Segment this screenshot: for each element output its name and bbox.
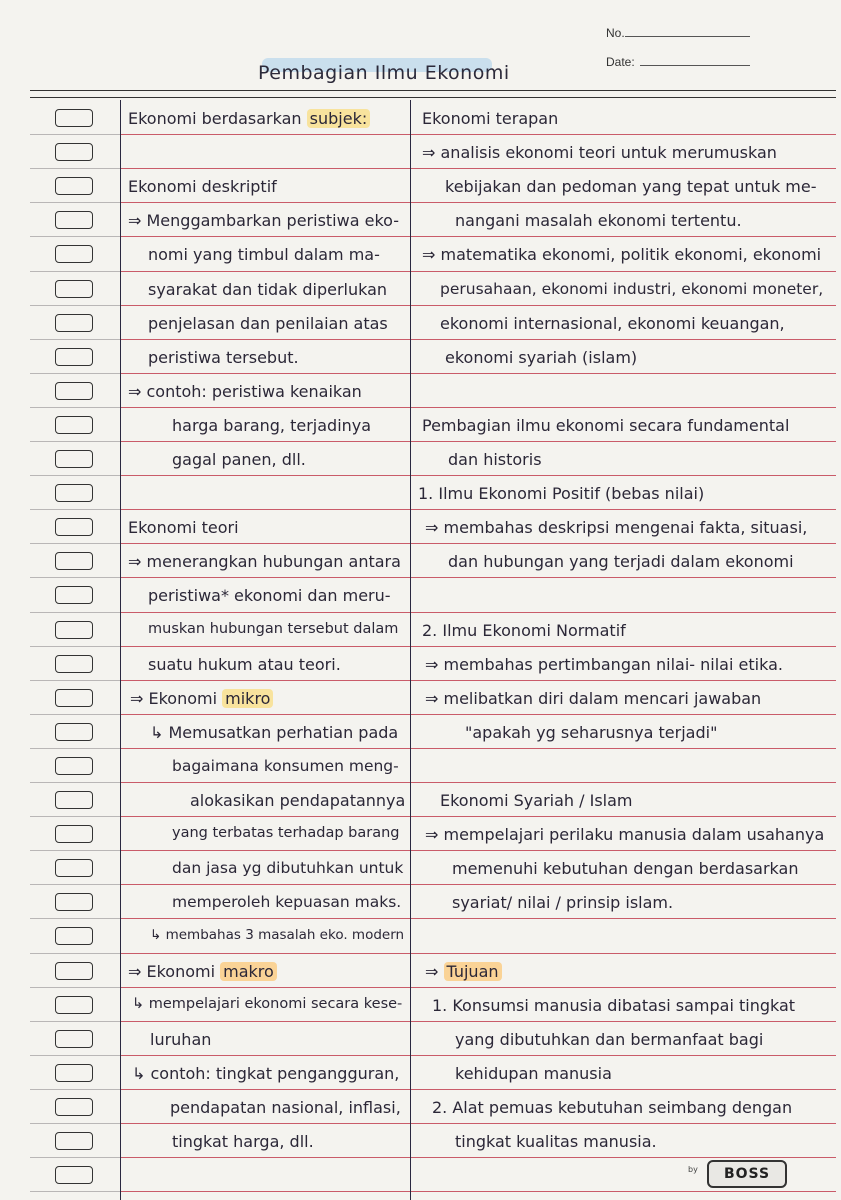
ruled-line <box>120 816 836 817</box>
margin-checkbox <box>55 1166 93 1184</box>
right-note-line <box>445 177 817 196</box>
margin-checkbox <box>55 1098 93 1116</box>
margin-rule <box>30 782 120 783</box>
right-note-line <box>425 825 824 844</box>
margin-rule <box>30 1021 120 1022</box>
margin-checkbox <box>55 723 93 741</box>
right-note-text: tingkat kualitas manusia. <box>455 1132 657 1151</box>
left-note-line <box>148 280 387 299</box>
brand-logo <box>707 1160 787 1188</box>
left-note-text: ↳ membahas 3 masalah eko. modern <box>150 927 405 944</box>
left-note-line <box>150 723 398 742</box>
ruled-line <box>120 918 836 919</box>
ruled-line <box>120 953 836 954</box>
margin-rule <box>30 475 120 476</box>
right-note-line <box>452 893 673 912</box>
ruled-line <box>120 748 836 749</box>
right-note-text: kebijakan dan pedoman yang tepat untuk me- <box>445 177 817 197</box>
left-note-line <box>128 382 362 401</box>
left-note-text: ⇒ menerangkan hubungan antara <box>128 552 401 572</box>
margin-checkbox <box>55 245 93 263</box>
margin-rule <box>30 1123 120 1124</box>
ruled-line <box>120 168 836 169</box>
margin-rule <box>30 748 120 749</box>
right-note-text: yang dibutuhkan dan bermanfaat bagi <box>455 1029 764 1049</box>
right-note-text: nangani masalah ekonomi tertentu. <box>455 211 742 231</box>
right-note-text: syariat/ nilai / prinsip islam. <box>452 893 674 913</box>
margin-checkbox <box>55 518 93 536</box>
right-note-text: 2. Ilmu Ekonomi Normatif <box>422 620 626 640</box>
right-note-text: 2. Alat pemuas kebutuhan seimbang dengan <box>432 1097 793 1117</box>
margin-rule <box>30 1089 120 1090</box>
right-note-text: 1. Konsumsi manusia dibatasi sampai tingkat <box>432 995 796 1015</box>
margin-checkbox <box>55 109 93 127</box>
right-note-line <box>455 1132 657 1151</box>
right-note-text: 1. Ilmu Ekonomi Positif (bebas nilai) <box>418 484 705 504</box>
right-note-line <box>465 723 717 742</box>
margin-rule <box>30 987 120 988</box>
right-note-line <box>448 552 794 571</box>
ruled-line <box>120 407 836 408</box>
left-note-line <box>128 962 277 981</box>
logo-prefix: by <box>688 1165 698 1174</box>
right-note-text: Ekonomi Syariah / Islam <box>440 791 633 810</box>
left-note-text: syarakat dan tidak diperlukan <box>148 279 388 299</box>
left-note-line <box>148 245 380 264</box>
right-note-text: Pembagian ilmu ekonomi secara fundamental <box>422 415 790 435</box>
right-note-line <box>452 859 798 878</box>
margin-checkbox <box>55 382 93 400</box>
left-note-line <box>148 655 341 674</box>
ruled-line <box>120 305 836 306</box>
right-note-text: ⇒ <box>425 961 444 981</box>
left-note-text: ⇒ Menggambarkan peristiwa eko- <box>128 211 399 231</box>
left-note-text: ↳ mempelajari ekonomi secara kese- <box>132 995 403 1012</box>
right-note-line <box>425 962 502 981</box>
margin-checkbox <box>55 177 93 195</box>
margin-checkbox <box>55 143 93 161</box>
left-note-highlighted-term: makro <box>220 962 277 981</box>
margin-rule <box>30 714 120 715</box>
margin-rule <box>30 1055 120 1056</box>
left-note-highlighted-term: subjek: <box>307 109 371 128</box>
right-note-text: perusahaan, ekonomi industri, ekonomi moneter, <box>440 279 824 298</box>
ruled-line <box>120 714 836 715</box>
margin-checkbox <box>55 927 93 945</box>
left-note-line <box>132 1064 399 1083</box>
left-note-text: harga barang, terjadinya <box>172 415 372 435</box>
margin-rule <box>30 168 120 169</box>
left-note-line <box>148 314 388 333</box>
ruled-line <box>120 680 836 681</box>
ruled-line <box>120 543 836 544</box>
right-note-text: kehidupan manusia <box>455 1063 612 1083</box>
ruled-line <box>120 1123 836 1124</box>
left-note-text: penjelasan dan penilaian atas <box>148 313 388 333</box>
left-note-line <box>172 893 401 911</box>
ruled-line <box>120 1089 836 1090</box>
left-note-text: Ekonomi berdasarkan <box>128 109 307 128</box>
left-note-line <box>128 211 399 230</box>
left-note-text: dan jasa yg dibutuhkan untuk <box>172 859 404 878</box>
left-note-line <box>190 791 405 810</box>
ruled-line <box>120 475 836 476</box>
ruled-line <box>120 1157 836 1158</box>
right-note-text: ⇒ membahas pertimbangan nilai- nilai etika. <box>425 654 783 674</box>
margin-rule <box>30 884 120 885</box>
margin-checkbox <box>55 825 93 843</box>
left-note-text: memperoleh kepuasan maks. <box>172 893 402 912</box>
left-note-line <box>130 689 273 708</box>
margin-rule <box>30 1191 120 1192</box>
ruled-line <box>120 441 836 442</box>
right-note-line <box>455 1030 763 1049</box>
margin-checkbox <box>55 280 93 298</box>
margin-rule <box>30 202 120 203</box>
right-note-line <box>448 450 542 469</box>
left-note-text: Ekonomi teori <box>128 518 239 538</box>
left-note-text: peristiwa* ekonomi dan meru- <box>148 586 391 606</box>
margin-checkbox <box>55 1064 93 1082</box>
right-note-text: ⇒ mempelajari perilaku manusia dalam usahanya <box>425 825 825 845</box>
margin-checkbox <box>55 484 93 502</box>
margin-checkbox <box>55 314 93 332</box>
margin-rule <box>30 407 120 408</box>
right-note-line <box>422 109 558 128</box>
margin-rule <box>30 441 120 442</box>
date-label: Date: <box>606 55 635 69</box>
margin-rule <box>30 236 120 237</box>
left-note-text: pendapatan nasional, inflasi, <box>170 1097 401 1117</box>
ruled-line <box>120 271 836 272</box>
left-note-text: tingkat harga, dll. <box>172 1132 314 1151</box>
right-note-line <box>455 211 742 230</box>
ruled-line <box>120 646 836 647</box>
right-note-line <box>440 314 785 333</box>
margin-rule <box>30 305 120 306</box>
right-note-text: dan historis <box>448 450 542 469</box>
page-title: Pembagian Ilmu Ekonomi <box>258 62 510 84</box>
margin-checkbox <box>55 962 93 980</box>
right-note-line <box>422 416 789 435</box>
left-note-text: alokasikan pendapatannya <box>190 791 406 810</box>
left-note-line <box>150 927 404 943</box>
no-label: No. <box>606 26 625 40</box>
top-rule-secondary <box>30 97 836 98</box>
right-note-text: ekonomi internasional, ekonomi keuangan, <box>440 313 785 333</box>
left-note-text: gagal panen, dll. <box>172 450 306 469</box>
left-note-line <box>172 1132 314 1151</box>
ruled-line <box>120 339 836 340</box>
right-note-line <box>445 348 637 367</box>
left-note-line <box>128 177 277 196</box>
left-note-line <box>172 450 306 469</box>
ruled-line <box>120 987 836 988</box>
left-note-line <box>128 109 370 128</box>
margin-rule <box>30 646 120 647</box>
margin-rule <box>30 680 120 681</box>
ruled-line <box>120 577 836 578</box>
left-note-line <box>150 1030 211 1049</box>
ruled-line <box>120 134 836 135</box>
margin-rule <box>30 577 120 578</box>
margin-checkbox <box>55 1132 93 1150</box>
margin-checkbox <box>55 1030 93 1048</box>
margin-checkbox <box>55 348 93 366</box>
right-note-text: memenuhi kebutuhan dengan berdasarkan <box>452 859 799 879</box>
top-rule <box>30 90 836 91</box>
left-note-text: muskan hubungan tersebut dalam <box>148 620 399 637</box>
margin-checkbox <box>55 211 93 229</box>
ruled-line <box>120 1021 836 1022</box>
margin-checkbox <box>55 791 93 809</box>
ruled-line <box>120 1191 836 1192</box>
margin-rule <box>30 953 120 954</box>
left-note-text: nomi yang timbul dalam ma- <box>148 245 380 265</box>
margin-rule <box>30 134 120 135</box>
right-note-text: ⇒ melibatkan diri dalam mencari jawaban <box>425 688 762 708</box>
margin-checkbox <box>55 757 93 775</box>
margin-rule <box>30 339 120 340</box>
left-note-text: ⇒ Ekonomi <box>128 961 221 981</box>
left-note-text: luruhan <box>150 1029 212 1049</box>
left-note-text: yang terbatas terhadap barang <box>172 825 400 842</box>
left-note-text: Ekonomi deskriptif <box>128 177 277 197</box>
margin-checkbox <box>55 655 93 673</box>
margin-rule <box>30 816 120 817</box>
logo-text: BOSS <box>723 1166 771 1182</box>
right-note-line <box>432 1098 792 1117</box>
right-note-line <box>422 143 777 162</box>
left-note-text: ⇒ Ekonomi <box>130 688 223 708</box>
left-note-line <box>128 518 239 537</box>
right-note-line <box>440 280 823 298</box>
left-note-line <box>172 859 403 877</box>
right-note-line <box>440 791 633 810</box>
left-note-line <box>128 552 401 571</box>
left-note-text: bagaimana konsumen meng- <box>172 756 399 775</box>
ruled-line <box>120 782 836 783</box>
right-note-text: Ekonomi terapan <box>422 109 559 128</box>
margin-rule <box>30 509 120 510</box>
right-note-line <box>418 484 704 503</box>
margin-checkbox <box>55 552 93 570</box>
ruled-line <box>120 1055 836 1056</box>
margin-checkbox <box>55 859 93 877</box>
ruled-line <box>120 612 836 613</box>
left-note-line <box>148 621 398 637</box>
right-note-highlighted-term: Tujuan <box>444 962 502 981</box>
right-note-text: dan hubungan yang terjadi dalam ekonomi <box>448 552 794 572</box>
right-note-text: ⇒ membahas deskripsi mengenai fakta, situasi, <box>425 518 808 538</box>
margin-checkbox <box>55 450 93 468</box>
column-divider <box>410 100 411 1200</box>
ruled-line <box>120 236 836 237</box>
right-note-text: ekonomi syariah (islam) <box>445 347 638 367</box>
left-note-text: suatu hukum atau teori. <box>148 654 341 674</box>
ruled-line <box>120 509 836 510</box>
right-note-line <box>425 518 807 537</box>
margin-line <box>120 100 121 1200</box>
ruled-line <box>120 373 836 374</box>
margin-rule <box>30 1157 120 1158</box>
left-note-text: ⇒ contoh: peristiwa kenaikan <box>128 381 362 401</box>
left-note-text: ↳ contoh: tingkat pengangguran, <box>132 1063 400 1083</box>
margin-rule <box>30 543 120 544</box>
right-note-line <box>425 655 783 674</box>
margin-checkbox <box>55 893 93 911</box>
margin-checkbox <box>55 621 93 639</box>
left-note-line <box>132 996 402 1012</box>
right-note-line <box>455 1064 612 1083</box>
margin-rule <box>30 918 120 919</box>
left-note-line <box>172 416 371 435</box>
right-note-text: ⇒ analisis ekonomi teori untuk merumuskan <box>422 143 777 163</box>
margin-rule <box>30 271 120 272</box>
left-note-line <box>148 586 391 605</box>
margin-rule <box>30 850 120 851</box>
right-note-line <box>422 621 626 640</box>
right-note-line <box>422 245 821 264</box>
ruled-line <box>120 850 836 851</box>
left-note-highlighted-term: mikro <box>222 689 273 708</box>
margin-checkbox <box>55 416 93 434</box>
ruled-line <box>120 202 836 203</box>
margin-checkbox <box>55 586 93 604</box>
left-note-line <box>172 757 399 775</box>
left-note-text: ↳ Memusatkan perhatian pada <box>150 722 399 742</box>
margin-checkbox <box>55 689 93 707</box>
left-note-line <box>172 825 399 841</box>
right-note-line <box>432 996 795 1015</box>
ruled-line <box>120 884 836 885</box>
right-note-text: ⇒ matematika ekonomi, politik ekonomi, ekonomi <box>422 245 822 265</box>
margin-checkbox <box>55 996 93 1014</box>
right-note-line <box>425 689 761 708</box>
left-note-text: peristiwa tersebut. <box>148 347 299 367</box>
left-note-line <box>148 348 299 367</box>
left-note-line <box>170 1098 401 1117</box>
margin-rule <box>30 612 120 613</box>
right-note-text: "apakah yg seharusnya terjadi" <box>465 722 718 742</box>
margin-rule <box>30 373 120 374</box>
